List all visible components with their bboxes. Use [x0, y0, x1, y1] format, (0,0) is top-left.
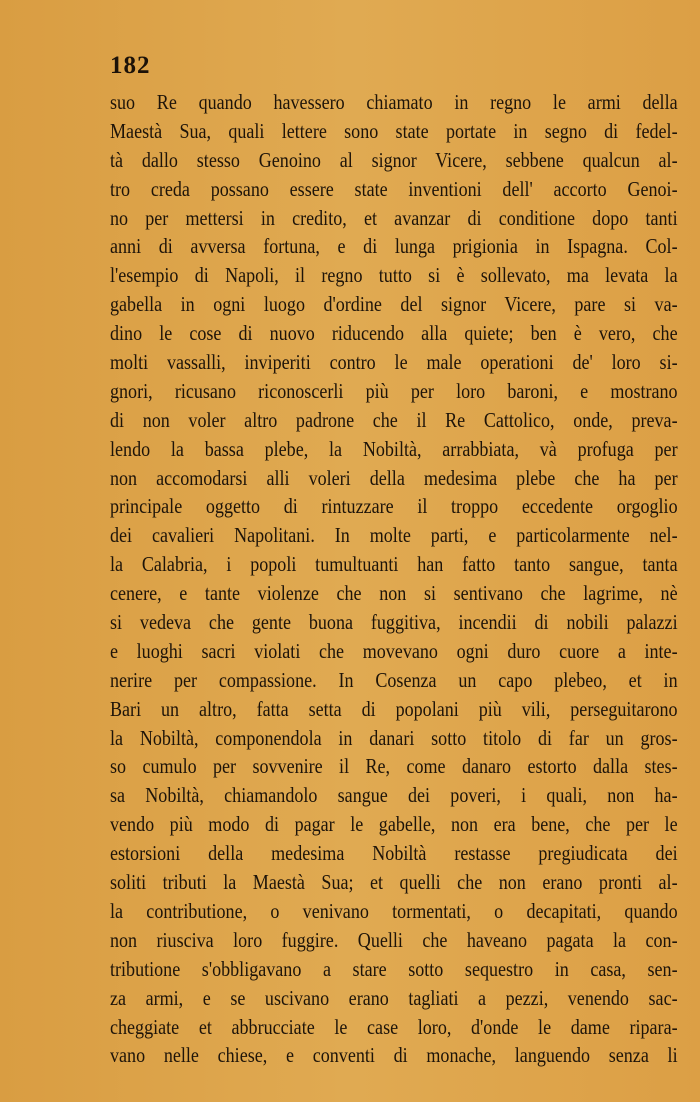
text-line: tro creda possano essere state inventioni dell' accorto Genoi- [110, 176, 678, 201]
text-line: anni di avversa fortuna, e di lunga prigionia in Ispagna. Col- [110, 234, 678, 259]
text-line: la Calabria, i popoli tumultuanti han fatto tanto sangue, tanta [110, 552, 678, 577]
text-line: principale oggetto di rintuzzare il troppo eccedente orgoglio [110, 494, 678, 519]
text-line: dino le cose di nuovo riducendo alla quiete; ben è vero, che [110, 321, 678, 346]
body-text [110, 88, 678, 1070]
text-line: di non voler altro padrone che il Re Cattolico, onde, preva- [110, 407, 678, 432]
text-line: l'esempio di Napoli, il regno tutto si è sollevato, ma levata la [110, 263, 678, 288]
text-line: za armi, e se uscivano erano tagliati a pezzi, venendo sac- [110, 985, 678, 1010]
text-line: molti vassalli, inviperiti contro le male operationi de' loro si- [110, 350, 678, 375]
text-line: cenere, e tante violenze che non si sentivano che lagrime, nè [110, 581, 678, 606]
text-line: vendo più modo di pagar le gabelle, non era bene, che per le [110, 812, 678, 837]
text-line: cheggiate et abbrucciate le case loro, d'onde le dame ripara- [110, 1014, 678, 1039]
text-line: dei cavalieri Napolitani. In molte parti, e particolarmente nel- [110, 523, 678, 548]
text-line: Maestà Sua, quali lettere sono state portate in segno di fedel- [110, 118, 678, 143]
page-number: 182 [110, 52, 151, 79]
text-line: tà dallo stesso Genoino al signor Vicere, sebbene qualcun al- [110, 147, 678, 172]
text-line: la contributione, o venivano tormentati, o decapitati, quando [110, 898, 678, 923]
text-line: suo Re quando havessero chiamato in regno le armi della [110, 90, 678, 114]
text-line: si vedeva che gente buona fuggitiva, incendii di nobili palazzi [110, 610, 678, 635]
text-line: nerire per compassione. In Cosenza un capo plebeo, et in [110, 667, 678, 692]
text-line: no per mettersi in credito, et avanzar di conditione dopo tanti [110, 205, 678, 230]
text-line: Bari un altro, fatta setta di popolani più vili, perseguitarono [110, 696, 678, 721]
text-line: estorsioni della medesima Nobiltà restasse pregiudicata dei [110, 841, 678, 866]
text-line: sa Nobiltà, chiamandolo sangue dei poveri, i quali, non ha- [110, 783, 678, 808]
text-line: so cumulo per sovvenire il Re, come danaro estorto dalla stes- [110, 754, 678, 779]
text-line: e luoghi sacri violati che movevano ogni duro cuore a inte- [110, 638, 678, 663]
text-line: non accomodarsi alli voleri della medesima plebe che ha per [110, 465, 678, 490]
text-line: gnori, ricusano riconoscerli più per loro baroni, e mostrano [110, 378, 678, 403]
text-line: soliti tributi la Maestà Sua; et quelli che non erano pronti al- [110, 870, 678, 895]
text-line: lendo la bassa plebe, la Nobiltà, arrabbiata, và profuga per [110, 436, 678, 461]
text-line: la Nobiltà, componendola in danari sotto titolo di far un gros- [110, 725, 678, 750]
text-line: gabella in ogni luogo d'ordine del signor Vicere, pare si va- [110, 292, 678, 317]
text-line: non riusciva loro fuggire. Quelli che haveano pagata la con- [110, 927, 678, 952]
text-line: tributione s'obbligavano a stare sotto sequestro in casa, sen- [110, 956, 678, 981]
text-line: vano nelle chiese, e conventi di monache, languendo senza li [110, 1043, 678, 1068]
